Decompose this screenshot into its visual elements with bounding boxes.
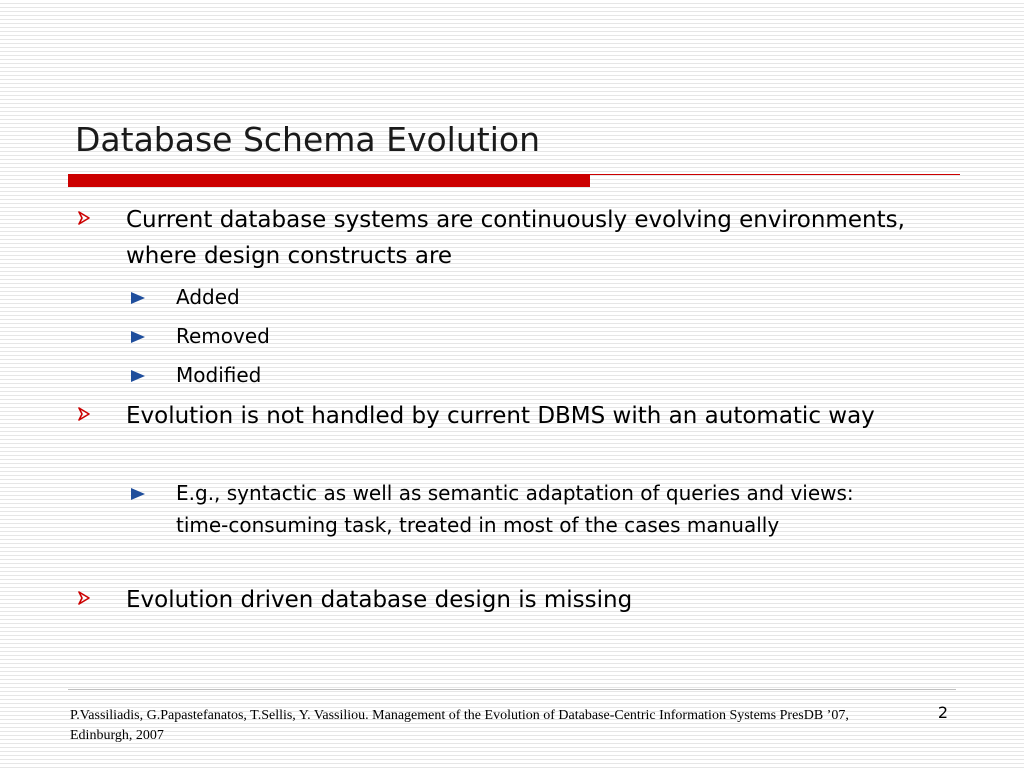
sub-bullet-text: Removed [176,324,270,348]
sub-bullet-text: Modified [176,363,262,387]
page-number: 2 [937,703,948,722]
arrowhead-bullet-icon [77,407,91,421]
sub-bullet-text: Added [176,285,240,309]
triangle-bullet-icon [130,330,146,344]
bullet-text: Evolution is not handled by current DBMS with an automatic way [126,403,875,429]
arrowhead-bullet-icon [77,211,91,225]
sub-bullet-text: E.g., syntactic as well as semantic adaptation of queries and views: time-consuming task, treated in most of the cases manually [176,481,854,537]
footer-citation: P.Vassiliadis, G.Papastefanatos, T.Sellis, Y. Vassiliou. Management of the Evolution of Database-Centric Information Systems PresDB ’07, Edinburgh, 2007 [70,708,849,743]
bullet-text: Evolution driven database design is missing [126,587,633,613]
footer-divider [68,689,956,690]
triangle-bullet-icon [130,487,146,501]
arrowhead-bullet-icon [77,591,91,605]
slide-title: Database Schema Evolution [75,120,540,159]
triangle-bullet-icon [130,291,146,305]
bullet-text: Current database systems are continuously evolving environments, where design constructs are [126,207,905,269]
triangle-bullet-icon [130,369,146,383]
